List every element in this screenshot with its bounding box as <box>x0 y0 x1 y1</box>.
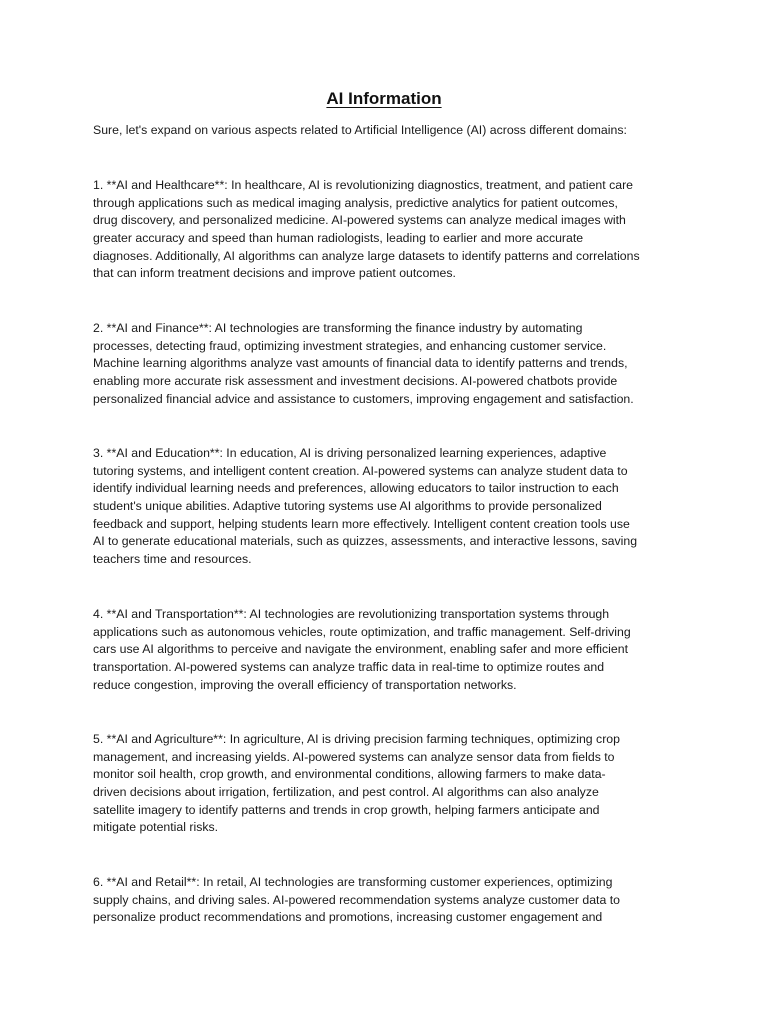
paragraph-line: feedback and support, helping students learn more effectively. Intelligent content creation tools use <box>93 516 630 531</box>
section-transportation <box>93 606 693 694</box>
paragraph-line: supply chains, and driving sales. AI-powered recommendation systems analyze customer data to <box>93 892 620 907</box>
paragraph-line: AI to generate educational materials, such as quizzes, assessments, and interactive lessons, saving <box>93 534 638 549</box>
section-finance <box>93 320 693 408</box>
paragraph-line: monitor soil health, crop growth, and environmental conditions, allowing farmers to make data- <box>93 767 606 782</box>
paragraph-line: cars use AI algorithms to perceive and navigate the environment, enabling safer and more efficient <box>93 642 628 657</box>
paragraph-line: applications such as autonomous vehicles, route optimization, and traffic management. Self-driving <box>93 624 631 639</box>
paragraph-line: 2. **AI and Finance**: AI technologies are transforming the finance industry by automating <box>93 321 583 335</box>
paragraph-line: that can inform treatment decisions and improve patient outcomes. <box>93 266 456 281</box>
paragraph-line: personalize product recommendations and promotions, increasing customer engagement and <box>93 910 603 925</box>
section-agriculture <box>93 731 693 837</box>
paragraph-line: teachers time and resources. <box>93 552 252 567</box>
page-title: AI Information <box>326 89 442 108</box>
paragraph-line: 4. **AI and Transportation**: AI technologies are revolutionizing transportation systems through <box>93 607 610 621</box>
paragraph-line: transportation. AI-powered systems can analyze traffic data in real-time to optimize routes and <box>93 660 605 675</box>
paragraph-line: personalized financial advice and assistance to customers, improving engagement and satisfaction. <box>93 391 634 406</box>
paragraph-line: enabling more accurate risk assessment and investment decisions. AI-powered chatbots provide <box>93 374 618 389</box>
paragraph-line: tutoring systems, and intelligent content creation. AI-powered systems can analyze student data to <box>93 463 628 478</box>
paragraph-line: greater accuracy and speed than human radiologists, leading to earlier and more accurate <box>93 231 584 246</box>
paragraph-line: satellite imagery to identify patterns and trends in crop growth, helping farmers anticipate and <box>93 802 600 817</box>
paragraph-line: 5. **AI and Agriculture**: In agriculture, AI is driving precision farming techniques, optimizing crop <box>93 732 620 746</box>
paragraph-line: drug discovery, and personalized medicine. AI-powered systems can analyze medical images with <box>93 213 626 228</box>
paragraph-line: 3. **AI and Education**: In education, AI is driving personalized learning experiences, adaptive <box>93 446 607 460</box>
paragraph-line: processes, detecting fraud, optimizing investment strategies, and enhancing customer service. <box>93 338 607 353</box>
section-healthcare <box>93 177 693 283</box>
intro-paragraph: Sure, let's expand on various aspects related to Artificial Intelligence (AI) across different domains: <box>93 123 627 137</box>
paragraph-line: reduce congestion, improving the overall efficiency of transportation networks. <box>93 677 517 692</box>
paragraph-line: diagnoses. Additionally, AI algorithms can analyze large datasets to identify patterns and correlations <box>93 248 640 263</box>
paragraph-line: through applications such as medical imaging analysis, predictive analytics for patient outcomes, <box>93 195 618 210</box>
section-education <box>93 445 693 569</box>
paragraph-line: identify individual learning needs and preferences, allowing educators to tailor instruction to each <box>93 481 619 496</box>
paragraph-line: driven decisions about irrigation, fertilization, and pest control. AI algorithms can also analyze <box>93 785 599 800</box>
paragraph-line: Machine learning algorithms analyze vast amounts of financial data to identify patterns and trends, <box>93 356 628 371</box>
paragraph-line: student's unique abilities. Adaptive tutoring systems use AI algorithms to provide personalized <box>93 499 602 514</box>
paragraph-line: management, and increasing yields. AI-powered systems can analyze sensor data from fields to <box>93 749 615 764</box>
paragraph-line: 1. **AI and Healthcare**: In healthcare, AI is revolutionizing diagnostics, treatment, and patient care <box>93 178 634 192</box>
paragraph-line: mitigate potential risks. <box>93 820 219 835</box>
paragraph-line: 6. **AI and Retail**: In retail, AI technologies are transforming customer experiences, optimizing <box>93 875 613 889</box>
section-retail <box>93 874 693 927</box>
